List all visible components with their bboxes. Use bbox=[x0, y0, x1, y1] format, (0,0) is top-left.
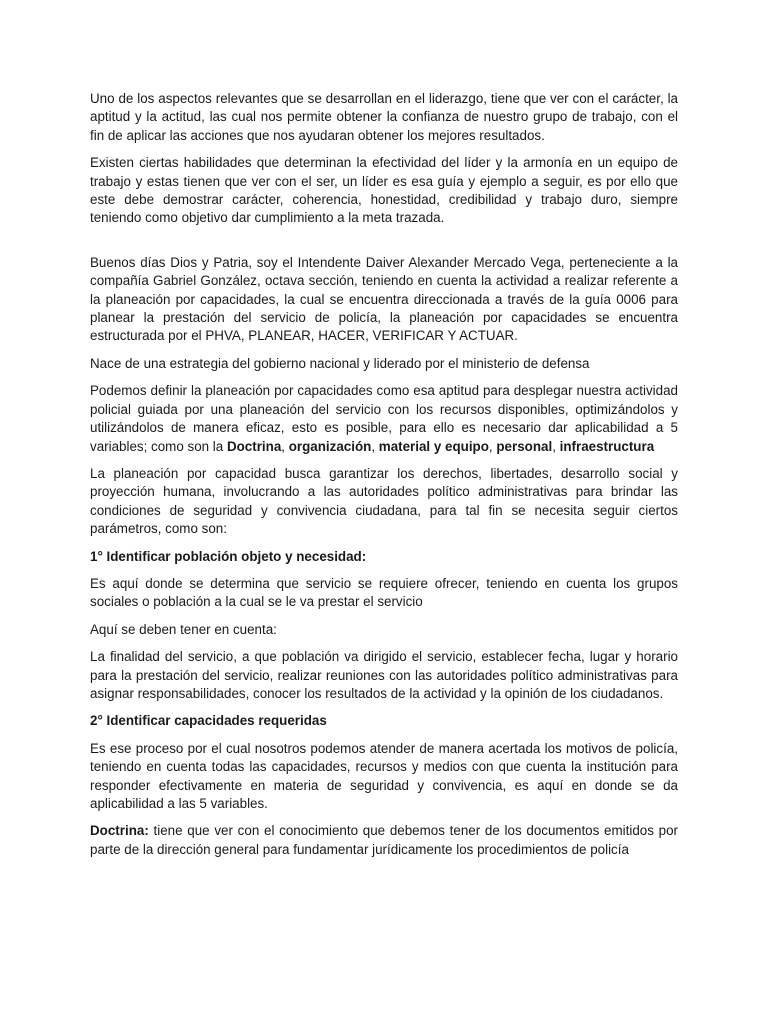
paragraph-doctrina bbox=[90, 822, 678, 859]
separator: , bbox=[552, 438, 560, 454]
paragraph-servicio: Es aquí donde se determina que servicio se requiere ofrecer, teniendo en cuenta los grupos sociales o población a la cual se le va prestar el servicio bbox=[90, 575, 678, 610]
paragraph-presentacion: Buenos días Dios y Patria, soy el Intendente Daiver Alexander Mercado Vega, perteneciente a la compañía Gabriel González, octava sección, teniendo en cuenta la actividad a realizar referente a la planeación por capacidades, la cual se encuentra direccionada a través de la guía 0006 para planear la prestación del servicio de policía, la planeación por capacidades se encuentra estructurada por el PHVA, PLANEAR, HACER, VERIFICAR Y ACTUAR. bbox=[90, 254, 678, 344]
variable-material-equipo: material y equipo bbox=[378, 438, 489, 454]
definicion-text: Podemos definir la planeación por capacidades como esa aptitud para desplegar nuestra actividad policial guiada por una planeación del servicio con los recursos disponibles, optimizándolos y utilizándolos de manera eficaz, esto es posible, para ello es necesario dar aplicabilidad a 5 variables; como son la bbox=[90, 383, 678, 454]
doctrina-term: Doctrina: bbox=[90, 823, 149, 839]
paragraph-habilidades: Existen ciertas habilidades que determinan la efectividad del líder y la armonía en un equipo de trabajo y estas tienen que ver con el ser, un líder es esa guía y ejemplo a seguir, es por ello que este debe demostrar carácter, coherencia, honestidad, credibilidad y trabajo duro, siempre teniendo como objetivo dar cumplimiento a la meta trazada. bbox=[90, 155, 678, 226]
variable-doctrina: Doctrina bbox=[226, 438, 282, 454]
paragraph-proceso: Es ese proceso por el cual nosotros podemos atender de manera acertada los motivos de policía, teniendo en cuenta todas las capacidades, recursos y medios con que cuenta la institución para responder efectivamente en materia de seguridad y convivencia, es aquí en donde se da aplicabilidad a las 5 variables. bbox=[90, 740, 678, 811]
heading-poblacion-objeto: 1° Identificar población objeto y necesidad: bbox=[90, 548, 367, 564]
doctrina-text: tiene que ver con el conocimiento que debemos tener de los documentos emitidos por parte de la dirección general para fundamentar jurídicamente los procedimientos de policía bbox=[90, 823, 678, 857]
separator: , bbox=[281, 438, 289, 454]
paragraph-liderazgo: Uno de los aspectos relevantes que se desarrollan en el liderazgo, tiene que ver con el carácter, la aptitud y la actitud, las cual nos permite obtener la confianza de nuestro grupo de trabajo, con el fin de aplicar las acciones que nos ayudaran obtener los mejores resultados. bbox=[90, 91, 678, 143]
paragraph-tener-en-cuenta: Aquí se deben tener en cuenta: bbox=[90, 621, 277, 637]
separator: , bbox=[371, 438, 379, 454]
paragraph-planeacion: La planeación por capacidad busca garantizar los derechos, libertades, desarrollo social y proyección humana, involucrando a las autoridades político administrativas para brindar las condiciones de seguridad y convivencia ciudadana, para tal fin se necesita seguir ciertos parámetros, como son: bbox=[90, 465, 678, 537]
variable-infraestructura: infraestructura bbox=[559, 438, 655, 454]
paragraph-definicion bbox=[90, 382, 678, 456]
variable-personal: personal bbox=[496, 438, 553, 454]
paragraph-estrategia: Nace de una estrategia del gobierno nacional y liderado por el ministerio de defensa bbox=[90, 355, 590, 371]
variable-organizacion: organización bbox=[288, 438, 372, 454]
paragraph-finalidad: La finalidad del servicio, a que población va dirigido el servicio, establecer fecha, lugar y horario para la prestación del servicio, realizar reuniones con las autoridades político administrativas para asignar responsabilidades, conocer los resultados de la actividad y la opinión de los ciudadanos. bbox=[90, 649, 678, 701]
heading-capacidades-requeridas: 2° Identificar capacidades requeridas bbox=[90, 713, 327, 729]
separator: , bbox=[488, 438, 497, 454]
document-body bbox=[90, 90, 678, 868]
